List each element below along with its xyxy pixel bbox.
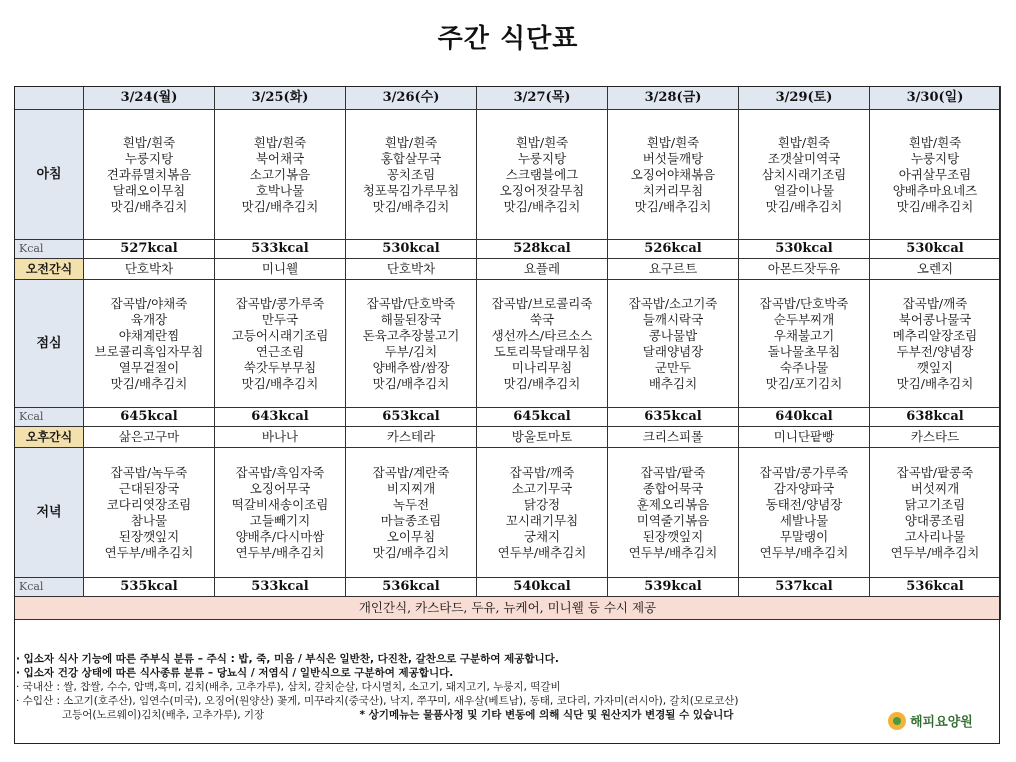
lunch-dishes: 잡곡밥/콩가루죽 만두국 고등어시래기조림 연근조림 쑥갓두부무침 맛김/배추김치 <box>215 280 346 408</box>
lunch-kcal: 635kcal <box>608 408 739 427</box>
pm-snack-item: 미니단팥빵 <box>739 427 870 448</box>
am-snack-item: 단호박차 <box>346 259 477 280</box>
breakfast-kcal: 530kcal <box>346 240 477 259</box>
dinner-dishes: 잡곡밥/콩가루죽 감자양파국 동태전/양념장 세발나물 무말랭이 연두부/배추김치 <box>739 448 870 578</box>
breakfast-dishes: 흰밥/흰죽 홍합살무국 꽁치조림 청포묵김가루무침 맛김/배추김치 <box>346 110 477 240</box>
dinner-dishes: 잡곡밥/계란죽 비지찌개 녹두전 마늘종조림 오이무침 맛김/배추김치 <box>346 448 477 578</box>
note-line <box>16 708 996 722</box>
dinner-kcal: 535kcal <box>84 578 215 597</box>
lunch-kcal: 640kcal <box>739 408 870 427</box>
day-header: 3/24(월) <box>84 87 215 110</box>
dinner-kcal: 536kcal <box>346 578 477 597</box>
breakfast-dishes: 흰밥/흰죽 누룽지탕 스크램블에그 오징어젓갈무침 맛김/배추김치 <box>477 110 608 240</box>
logo-text: 해피요양원 <box>910 715 973 730</box>
dinner-kcal: 537kcal <box>739 578 870 597</box>
dinner-dishes: 잡곡밥/깨죽 소고기무국 닭강정 꼬시래기무침 궁채지 연두부/배추김치 <box>477 448 608 578</box>
lunch-dishes: 잡곡밥/브로콜리죽 쑥국 생선까스/타르소스 도토리묵달래무침 미나리무침 맛김/배추김치 <box>477 280 608 408</box>
dinner-kcal: 533kcal <box>215 578 346 597</box>
am-snack-item: 미니웰 <box>215 259 346 280</box>
day-header: 3/30(일) <box>870 87 1001 110</box>
kcal-label: Kcal <box>15 408 84 427</box>
notes-block <box>16 652 996 722</box>
breakfast-kcal: 533kcal <box>215 240 346 259</box>
dinner-dishes: 잡곡밥/팥죽 종합어묵국 훈제오리볶음 미역줄기볶음 된장깻잎지 연두부/배추김치 <box>608 448 739 578</box>
lunch-kcal: 645kcal <box>477 408 608 427</box>
day-header: 3/28(금) <box>608 87 739 110</box>
dinner-label: 저녁 <box>15 448 84 578</box>
day-header: 3/25(화) <box>215 87 346 110</box>
lunch-dishes: 잡곡밥/깨죽 북어콩나물국 메추리알장조림 두부전/양념장 깻잎지 맛김/배추김치 <box>870 280 1001 408</box>
facility-logo <box>888 711 973 730</box>
dinner-dishes: 잡곡밥/녹두죽 근대된장국 코다리엿장조림 참나물 된장깻잎지 연두부/배추김치 <box>84 448 215 578</box>
note-line-text: 고등어(노르웨이)김치(배추, 고추가루), 기장 <box>62 709 265 721</box>
lunch-dishes: 잡곡밥/단호박죽 해물된장국 돈육고추장불고기 두부/김치 양배추쌈/쌈장 맛김/배추김치 <box>346 280 477 408</box>
am-snack-item: 요플레 <box>477 259 608 280</box>
am-snack-item: 아몬드잣두유 <box>739 259 870 280</box>
note-line: · 수입산 : 소고기(호주산), 임연수(미국), 오징어(원양산) 꽃게, 미꾸라지(중국산), 낙지, 쭈꾸미, 새우살(베트남), 동태, 코다리, 가자미(러시아), 갈치(모로코산) <box>16 695 739 707</box>
am-snack-item: 단호박차 <box>84 259 215 280</box>
pm-snack-item: 크리스피롤 <box>608 427 739 448</box>
breakfast-dishes: 흰밥/흰죽 북어채국 소고기볶음 호박나물 맛김/배추김치 <box>215 110 346 240</box>
dinner-kcal: 539kcal <box>608 578 739 597</box>
kcal-label: Kcal <box>15 240 84 259</box>
outer-frame <box>14 86 1000 744</box>
note-line: · 입소자 식사 기능에 따른 주부식 분류 – 주식 : 밥, 죽, 미음 / 부식은 일반찬, 다진찬, 갈찬으로 구분하여 제공합니다. <box>16 653 559 665</box>
lunch-label: 점심 <box>15 280 84 408</box>
breakfast-dishes: 흰밥/흰죽 조갯살미역국 삼치시래기조림 얼갈이나물 맛김/배추김치 <box>739 110 870 240</box>
dinner-dishes: 잡곡밥/흑임자죽 오징어무국 떡갈비새송이조림 고들빼기지 양배추/다시마쌈 연두부/배추김치 <box>215 448 346 578</box>
breakfast-kcal: 530kcal <box>739 240 870 259</box>
dinner-kcal: 536kcal <box>870 578 1001 597</box>
note-line: · 입소자 건강 상태에 따른 식사종류 분류 – 당뇨식 / 저염식 / 일반식으로 구분하여 제공합니다. <box>16 667 454 679</box>
day-header: 3/29(토) <box>739 87 870 110</box>
lunch-kcal: 653kcal <box>346 408 477 427</box>
breakfast-dishes: 흰밥/흰죽 누룽지탕 아귀살무조림 양배추마요네즈 맛김/배추김치 <box>870 110 1001 240</box>
disclaimer: * 상기메뉴는 물품사정 및 기타 변동에 의해 식단 및 원산지가 변경될 수 있습니다 <box>359 709 734 721</box>
am-snack-item: 오렌지 <box>870 259 1001 280</box>
lunch-kcal: 638kcal <box>870 408 1001 427</box>
lunch-kcal: 645kcal <box>84 408 215 427</box>
dinner-kcal: 540kcal <box>477 578 608 597</box>
lunch-kcal: 643kcal <box>215 408 346 427</box>
breakfast-kcal: 526kcal <box>608 240 739 259</box>
extra-snack-note: 개인간식, 카스타드, 두유, 뉴케어, 미니웰 등 수시 제공 <box>15 597 1001 620</box>
pm-snack-item: 삶은고구마 <box>84 427 215 448</box>
breakfast-dishes: 흰밥/흰죽 누룽지탕 견과류멸치볶음 달래오이무침 맛김/배추김치 <box>84 110 215 240</box>
lunch-dishes: 잡곡밥/야채죽 육개장 야채계란찜 브로콜리흑임자무침 열무겉절이 맛김/배추김치 <box>84 280 215 408</box>
page-title: 주간 식단표 <box>437 24 579 54</box>
pm-snack-item: 방울토마토 <box>477 427 608 448</box>
day-header: 3/27(목) <box>477 87 608 110</box>
am-snack-label: 오전간식 <box>15 259 84 280</box>
lunch-dishes: 잡곡밥/소고기죽 들깨시락국 콩나물밥 달래양념장 군만두 배추김치 <box>608 280 739 408</box>
breakfast-kcal: 527kcal <box>84 240 215 259</box>
dinner-dishes: 잡곡밥/팥콩죽 버섯찌개 닭고기조림 양대콩조림 고사리나물 연두부/배추김치 <box>870 448 1001 578</box>
breakfast-label: 아침 <box>15 110 84 240</box>
pm-snack-item: 카스테라 <box>346 427 477 448</box>
note-line: · 국내산 : 쌀, 찹쌀, 수수, 압맥,흑미, 김치(배추, 고추가루), 삼치, 갈치순살, 다시멸치, 소고기, 돼지고기, 누룽지, 떡갈비 <box>16 681 561 693</box>
day-header: 3/26(수) <box>346 87 477 110</box>
pm-snack-item: 카스타드 <box>870 427 1001 448</box>
pm-snack-label: 오후간식 <box>15 427 84 448</box>
logo-icon <box>888 712 906 730</box>
breakfast-kcal: 528kcal <box>477 240 608 259</box>
am-snack-item: 요구르트 <box>608 259 739 280</box>
breakfast-kcal: 530kcal <box>870 240 1001 259</box>
lunch-dishes: 잡곡밥/단호박죽 순두부찌개 우채불고기 돌나물초무침 숙주나물 맛김/포기김치 <box>739 280 870 408</box>
pm-snack-item: 바나나 <box>215 427 346 448</box>
breakfast-dishes: 흰밥/흰죽 버섯들깨탕 오징어야채볶음 치커리무침 맛김/배추김치 <box>608 110 739 240</box>
kcal-label: Kcal <box>15 578 84 597</box>
